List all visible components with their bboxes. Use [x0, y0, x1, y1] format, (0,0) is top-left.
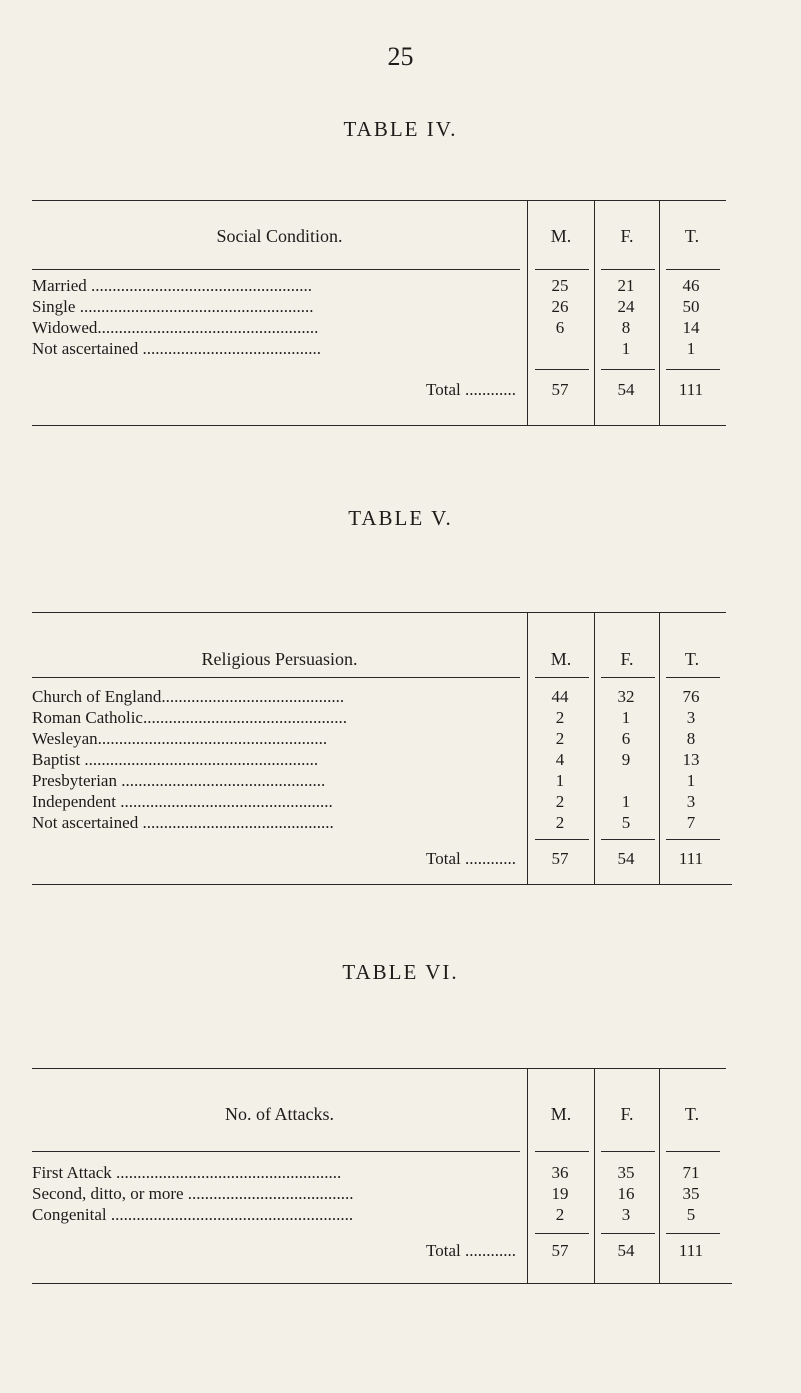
table-v	[32, 612, 732, 892]
table-iv-heading: Social Condition.	[216, 226, 343, 246]
cell-value: 32	[617, 687, 635, 706]
row-label: Presbyterian ................................................	[32, 771, 326, 790]
column-divider	[527, 1068, 528, 1283]
cell-value: 50	[682, 297, 700, 316]
cell-value: 5	[686, 1205, 696, 1224]
cell-value: 2	[555, 708, 565, 727]
cell-value: 8	[686, 729, 696, 748]
row-label: Married ....................................................	[32, 276, 313, 295]
row-label: Not ascertained .............................................	[32, 813, 334, 832]
cell-value: 1	[621, 708, 631, 727]
row-label: Baptist .......................................................	[32, 750, 319, 769]
cell-value: 71	[682, 1163, 700, 1182]
row-label: Single .......................................................	[32, 297, 314, 316]
horizontal-rule	[535, 1151, 589, 1152]
horizontal-rule	[601, 1233, 655, 1234]
page-number: 25	[387, 42, 414, 71]
horizontal-rule	[666, 369, 720, 370]
row-label: Independent ..................................................	[32, 792, 333, 811]
cell-value: 13	[682, 750, 700, 769]
row-label: First Attack .....................................................	[32, 1163, 342, 1182]
cell-value: 57	[551, 849, 569, 868]
cell-value: 3	[686, 792, 696, 811]
cell-value: 57	[551, 380, 569, 399]
cell-value: 25	[551, 276, 569, 295]
cell-value: 26	[551, 297, 569, 316]
horizontal-rule	[601, 269, 655, 270]
cell-value: 1	[621, 339, 631, 358]
total-label: Total ............	[426, 849, 516, 868]
column-header-f: F.	[620, 649, 634, 669]
cell-value: 54	[617, 380, 635, 399]
horizontal-rule	[32, 1283, 732, 1284]
cell-value: 6	[621, 729, 631, 748]
cell-value: 54	[617, 1241, 635, 1260]
horizontal-rule	[666, 839, 720, 840]
cell-value: 19	[551, 1184, 569, 1203]
cell-value: 9	[621, 750, 631, 769]
cell-value: 44	[551, 687, 569, 706]
column-divider	[527, 200, 528, 425]
horizontal-rule	[601, 1151, 655, 1152]
horizontal-rule	[32, 1151, 520, 1152]
cell-value: 7	[686, 813, 696, 832]
row-label: Congenital .........................................................	[32, 1205, 354, 1224]
row-label: Church of England...........................................	[32, 687, 345, 706]
cell-value: 1	[621, 792, 631, 811]
cell-value: 35	[617, 1163, 635, 1182]
cell-value: 1	[555, 771, 565, 790]
horizontal-rule	[535, 269, 589, 270]
column-divider	[659, 1068, 660, 1283]
row-label: Widowed....................................................	[32, 318, 319, 337]
horizontal-rule	[32, 677, 520, 678]
cell-value: 4	[555, 750, 565, 769]
cell-value: 36	[551, 1163, 569, 1182]
cell-value: 57	[551, 1241, 569, 1260]
horizontal-rule	[666, 1233, 720, 1234]
horizontal-rule	[666, 1151, 720, 1152]
horizontal-rule	[32, 269, 520, 270]
table-iv-title: TABLE IV.	[343, 117, 458, 141]
horizontal-rule	[666, 677, 720, 678]
row-label: Not ascertained ..........................................	[32, 339, 321, 358]
table-iv	[32, 200, 732, 430]
column-divider	[594, 612, 595, 884]
column-divider	[659, 200, 660, 425]
cell-value: 6	[555, 318, 565, 337]
cell-value: 3	[686, 708, 696, 727]
cell-value: 21	[617, 276, 635, 295]
column-divider	[527, 612, 528, 884]
horizontal-rule	[601, 839, 655, 840]
column-header-m: M.	[550, 226, 572, 246]
table-v-title: TABLE V.	[348, 506, 453, 530]
cell-value: 8	[621, 318, 631, 337]
table-vi-title: TABLE VI.	[342, 960, 459, 984]
table-vi	[32, 1068, 732, 1288]
cell-value: 16	[617, 1184, 635, 1203]
horizontal-rule	[535, 839, 589, 840]
cell-value: 2	[555, 813, 565, 832]
table-vi-heading: No. of Attacks.	[225, 1104, 334, 1124]
horizontal-rule	[32, 200, 726, 201]
cell-value: 5	[621, 813, 631, 832]
cell-value: 111	[678, 380, 704, 399]
cell-value: 1	[686, 339, 696, 358]
horizontal-rule	[32, 425, 726, 426]
row-label: Roman Catholic................................................	[32, 708, 347, 727]
column-header-t: T.	[684, 1104, 700, 1124]
cell-value: 2	[555, 1205, 565, 1224]
total-label: Total ............	[426, 380, 516, 399]
cell-value: 14	[682, 318, 700, 337]
horizontal-rule	[535, 1233, 589, 1234]
row-label: Second, ditto, or more .......................................	[32, 1184, 354, 1203]
row-label: Wesleyan......................................................	[32, 729, 328, 748]
horizontal-rule	[535, 369, 589, 370]
cell-value: 2	[555, 792, 565, 811]
cell-value: 111	[678, 1241, 704, 1260]
cell-value: 54	[617, 849, 635, 868]
cell-value: 24	[617, 297, 635, 316]
horizontal-rule	[32, 612, 726, 613]
cell-value: 1	[686, 771, 696, 790]
cell-value: 46	[682, 276, 700, 295]
column-header-f: F.	[620, 226, 634, 246]
horizontal-rule	[601, 369, 655, 370]
horizontal-rule	[535, 677, 589, 678]
horizontal-rule	[32, 884, 732, 885]
cell-value: 76	[682, 687, 700, 706]
horizontal-rule	[32, 1068, 726, 1069]
cell-value: 35	[682, 1184, 700, 1203]
horizontal-rule	[666, 269, 720, 270]
column-header-t: T.	[684, 649, 700, 669]
column-header-m: M.	[550, 649, 572, 669]
column-divider	[594, 1068, 595, 1283]
cell-value: 3	[621, 1205, 631, 1224]
cell-value: 2	[555, 729, 565, 748]
column-header-m: M.	[550, 1104, 572, 1124]
horizontal-rule	[601, 677, 655, 678]
cell-value: 111	[678, 849, 704, 868]
column-divider	[594, 200, 595, 425]
column-divider	[659, 612, 660, 884]
table-v-heading: Religious Persuasion.	[201, 649, 358, 669]
column-header-t: T.	[684, 226, 700, 246]
column-header-f: F.	[620, 1104, 634, 1124]
total-label: Total ............	[426, 1241, 516, 1260]
